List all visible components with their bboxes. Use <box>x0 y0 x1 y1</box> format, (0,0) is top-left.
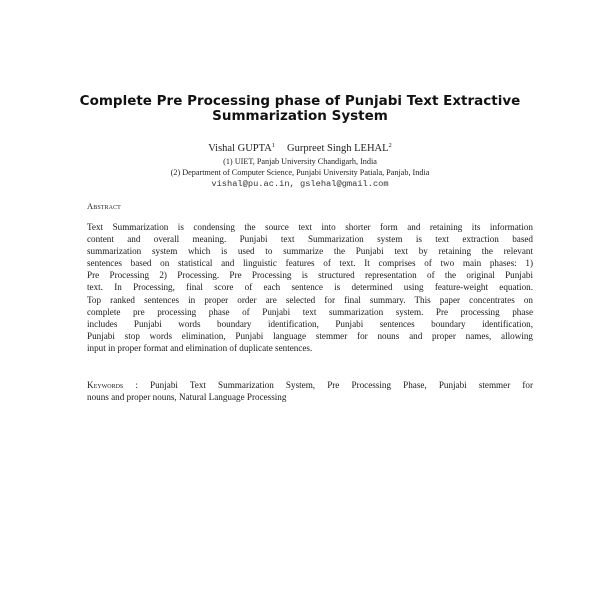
abstract-line: text. In Processing, final score of each sentence is determined using feature-weight equation. <box>87 282 533 293</box>
author-list <box>60 142 540 155</box>
keywords-text: : Punjabi Text Summarization System, Pre Processing Phase, Punjabi stemmer for <box>123 380 533 390</box>
abstract-line: includes Punjabi words boundary identification, Punjabi sentences boundary identification, <box>87 318 533 329</box>
abstract-line: sentences based on statistical and linguistic features of text. It comprises of two main phases: 1) <box>87 258 533 269</box>
abstract-line: summarization system which is used to summarize the Punjabi text by retaining the relevant <box>87 246 533 257</box>
abstract-line: Top ranked sentences in proper order are selected for final summary. This paper concentrates on <box>87 294 533 305</box>
abstract-body <box>87 221 533 354</box>
keywords-section <box>87 379 533 403</box>
abstract-heading: Abstract <box>87 201 121 211</box>
abstract-line: Text Summarization is condensing the source text into shorter form and retaining its information <box>87 222 533 232</box>
abstract-line: input in proper format and elimination of duplicate sentences. <box>87 342 313 353</box>
author-name: Gurpreet Singh LEHAL <box>287 143 389 154</box>
title-line: Summarization System <box>212 108 388 124</box>
author-emails: vishal@pu.ac.in, gslehal@gmail.com <box>211 179 389 189</box>
paper-title <box>60 94 540 124</box>
author-name: Vishal GUPTA <box>208 143 272 154</box>
affiliation: (2) Department of Computer Science, Punjabi University Patiala, Panjab, India <box>170 168 430 177</box>
abstract-line: complete pre processing phase of Punjabi text summarization system. Pre processing phase <box>87 306 533 317</box>
keywords-text: nouns and proper nouns, Natural Language Processing <box>87 392 287 403</box>
affiliation: (1) UIET, Panjab University Chandigarh, India <box>223 157 377 166</box>
keywords-label: Keywords <box>87 380 124 390</box>
title-line: Complete Pre Processing phase of Punjabi Text Extractive <box>79 93 521 109</box>
abstract-line: content and overall meaning. Punjabi text Summarization system is text extraction based <box>87 234 533 245</box>
author-affiliation-mark: 2 <box>388 142 392 149</box>
abstract-line: Punjabi stop words elimination, Punjabi language stemmer for nouns and proper names, allowing <box>87 330 533 341</box>
abstract-line: Pre Processing 2) Processing. Pre Processing is structured representation of the original Punjabi <box>87 270 533 281</box>
author-affiliation-mark: 1 <box>271 142 276 149</box>
